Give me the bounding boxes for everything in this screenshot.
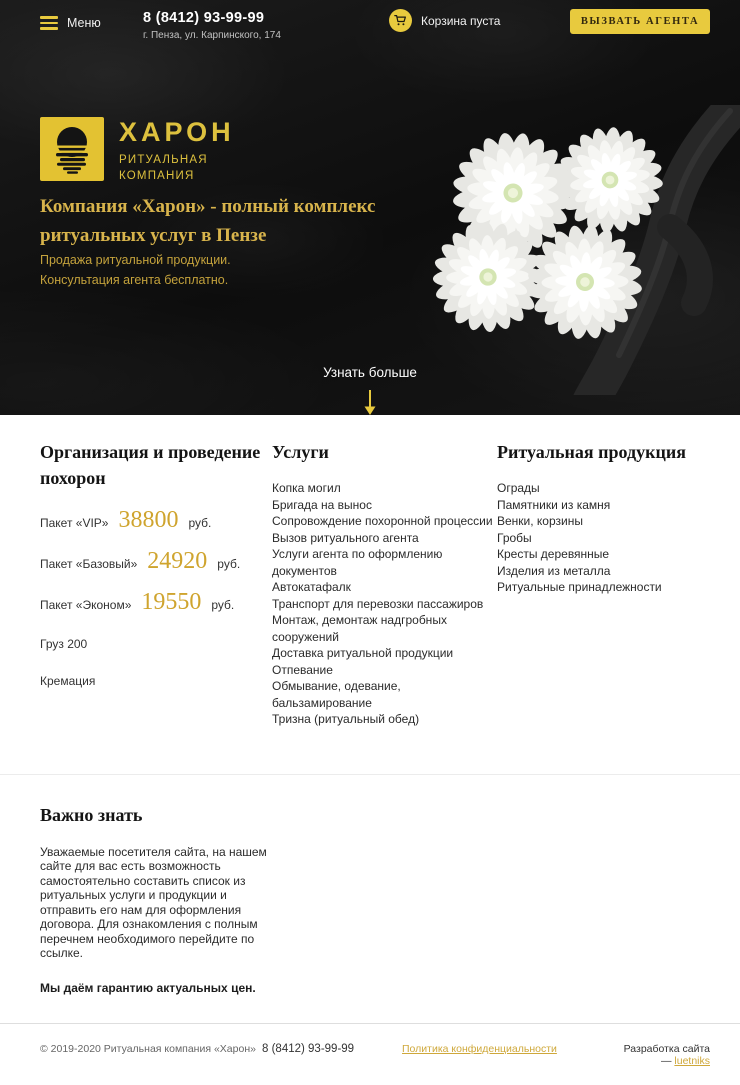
package-row: [40, 508, 272, 532]
service-item: Услуги агента по оформлению документов: [272, 547, 443, 578]
product-item: Изделия из металла: [497, 563, 611, 578]
package-price: 38800: [118, 507, 179, 534]
site-developer-link[interactable]: luetniks: [674, 1054, 710, 1067]
hamburger-icon: [40, 16, 58, 30]
package-row: [40, 590, 272, 614]
package-price: 24920: [147, 548, 208, 575]
service-item: Обмывание, одевание, бальзамирование: [272, 679, 401, 710]
funeral-extra-item: Кремация: [40, 674, 96, 689]
important-section: [0, 774, 740, 995]
privacy-policy-link[interactable]: Политика конфиденциальности: [402, 1042, 557, 1055]
package-currency: руб.: [217, 557, 241, 572]
package-label: Пакет «Базовый»: [40, 557, 138, 572]
call-agent-button[interactable]: ВЫЗВАТЬ АГЕНТА: [570, 9, 710, 34]
down-arrow-icon: [363, 390, 377, 415]
address: г. Пенза, ул. Карпинского, 174: [143, 30, 281, 41]
cart-button[interactable]: [389, 9, 500, 32]
products-heading: Ритуальная продукция: [497, 442, 686, 462]
funeral-heading: Организация и проведение похорон: [40, 442, 261, 489]
learn-more-link[interactable]: Узнать больше: [323, 365, 417, 380]
catalog-section: [0, 415, 740, 728]
footer-developer: [612, 1043, 710, 1067]
important-heading: Важно знать: [40, 804, 143, 825]
products-list: [497, 480, 710, 596]
service-item: Копка могил: [272, 481, 341, 496]
price-guarantee: Мы даём гарантию актуальных цен.: [40, 980, 256, 995]
products-column: [497, 439, 710, 728]
service-item: Отпевание: [272, 662, 333, 677]
service-item: Бригада на вынос: [272, 497, 372, 512]
service-item: Монтаж, демонтаж надгробных сооружений: [272, 613, 447, 644]
hero-heading: Компания «Харон» - полный комплекс ритуальных услуг в Пензе: [40, 196, 376, 247]
footer-privacy: [402, 1039, 612, 1057]
package-label: Пакет «Эконом»: [40, 598, 132, 613]
hero-section: [0, 0, 740, 415]
product-item: Кресты деревянные: [497, 547, 610, 562]
learn-more: [0, 364, 740, 415]
cart-icon: [389, 9, 412, 32]
important-paragraph: Уважаемые посетителя сайта, на нашем сайте для вас есть возможность самостоятельно составить список из ритуальных услуги и продукции и отправить его нам для оформления договора. Для ознакомления с полным перечнем необходимого перейдите по ссылке.: [40, 844, 267, 961]
service-item: Сопровождение похоронной процессии: [272, 514, 493, 529]
package-currency: руб.: [188, 516, 212, 531]
footer-copyright: © 2019-2020 Ритуальная компания «Харон»: [40, 1042, 256, 1055]
funeral-extra-item: Груз 200: [40, 637, 88, 652]
product-item: Гробы: [497, 530, 532, 545]
service-item: Доставка ритуальной продукции: [272, 646, 454, 661]
logo[interactable]: [40, 117, 235, 184]
logo-title: ХАРОН: [119, 117, 235, 147]
footer-phone[interactable]: 8 (8412) 93-99-99: [262, 1042, 355, 1055]
footer: [0, 1023, 740, 1085]
package-label: Пакет «VIP»: [40, 516, 109, 531]
site-developer-label: Разработка сайта —: [623, 1042, 710, 1067]
package-currency: руб.: [211, 598, 235, 613]
package-price: 19550: [141, 589, 202, 616]
hero-subheading: Продажа ритуальной продукции. Консультация агента бесплатно.: [40, 253, 231, 287]
service-item: Вызов ритуального агента: [272, 530, 419, 545]
logo-text: [119, 117, 235, 184]
services-list: [272, 480, 497, 728]
services-column: [272, 439, 497, 728]
package-row: [40, 549, 272, 573]
service-item: Автокатафалк: [272, 580, 351, 595]
cart-status: Корзина пуста: [421, 13, 501, 28]
phone-number[interactable]: 8 (8412) 93-99-99: [143, 10, 265, 26]
service-item: Транспорт для перевозки пассажиров: [272, 596, 484, 611]
product-item: Ритуальные принадлежности: [497, 580, 662, 595]
product-item: Ограды: [497, 481, 540, 496]
logo-icon: [40, 117, 104, 181]
menu-button[interactable]: [40, 16, 101, 30]
menu-label: Меню: [67, 16, 101, 30]
product-item: Венки, корзины: [497, 514, 583, 529]
service-item: Тризна (ритуальный обед): [272, 712, 420, 727]
header-contacts: [143, 10, 281, 41]
services-heading: Услуги: [272, 442, 329, 462]
product-item: Памятники из камня: [497, 497, 611, 512]
funeral-column: [40, 439, 272, 728]
logo-subtitle: РИТУАЛЬНАЯ КОМПАНИЯ: [119, 154, 208, 182]
flowers-image: [430, 105, 740, 395]
